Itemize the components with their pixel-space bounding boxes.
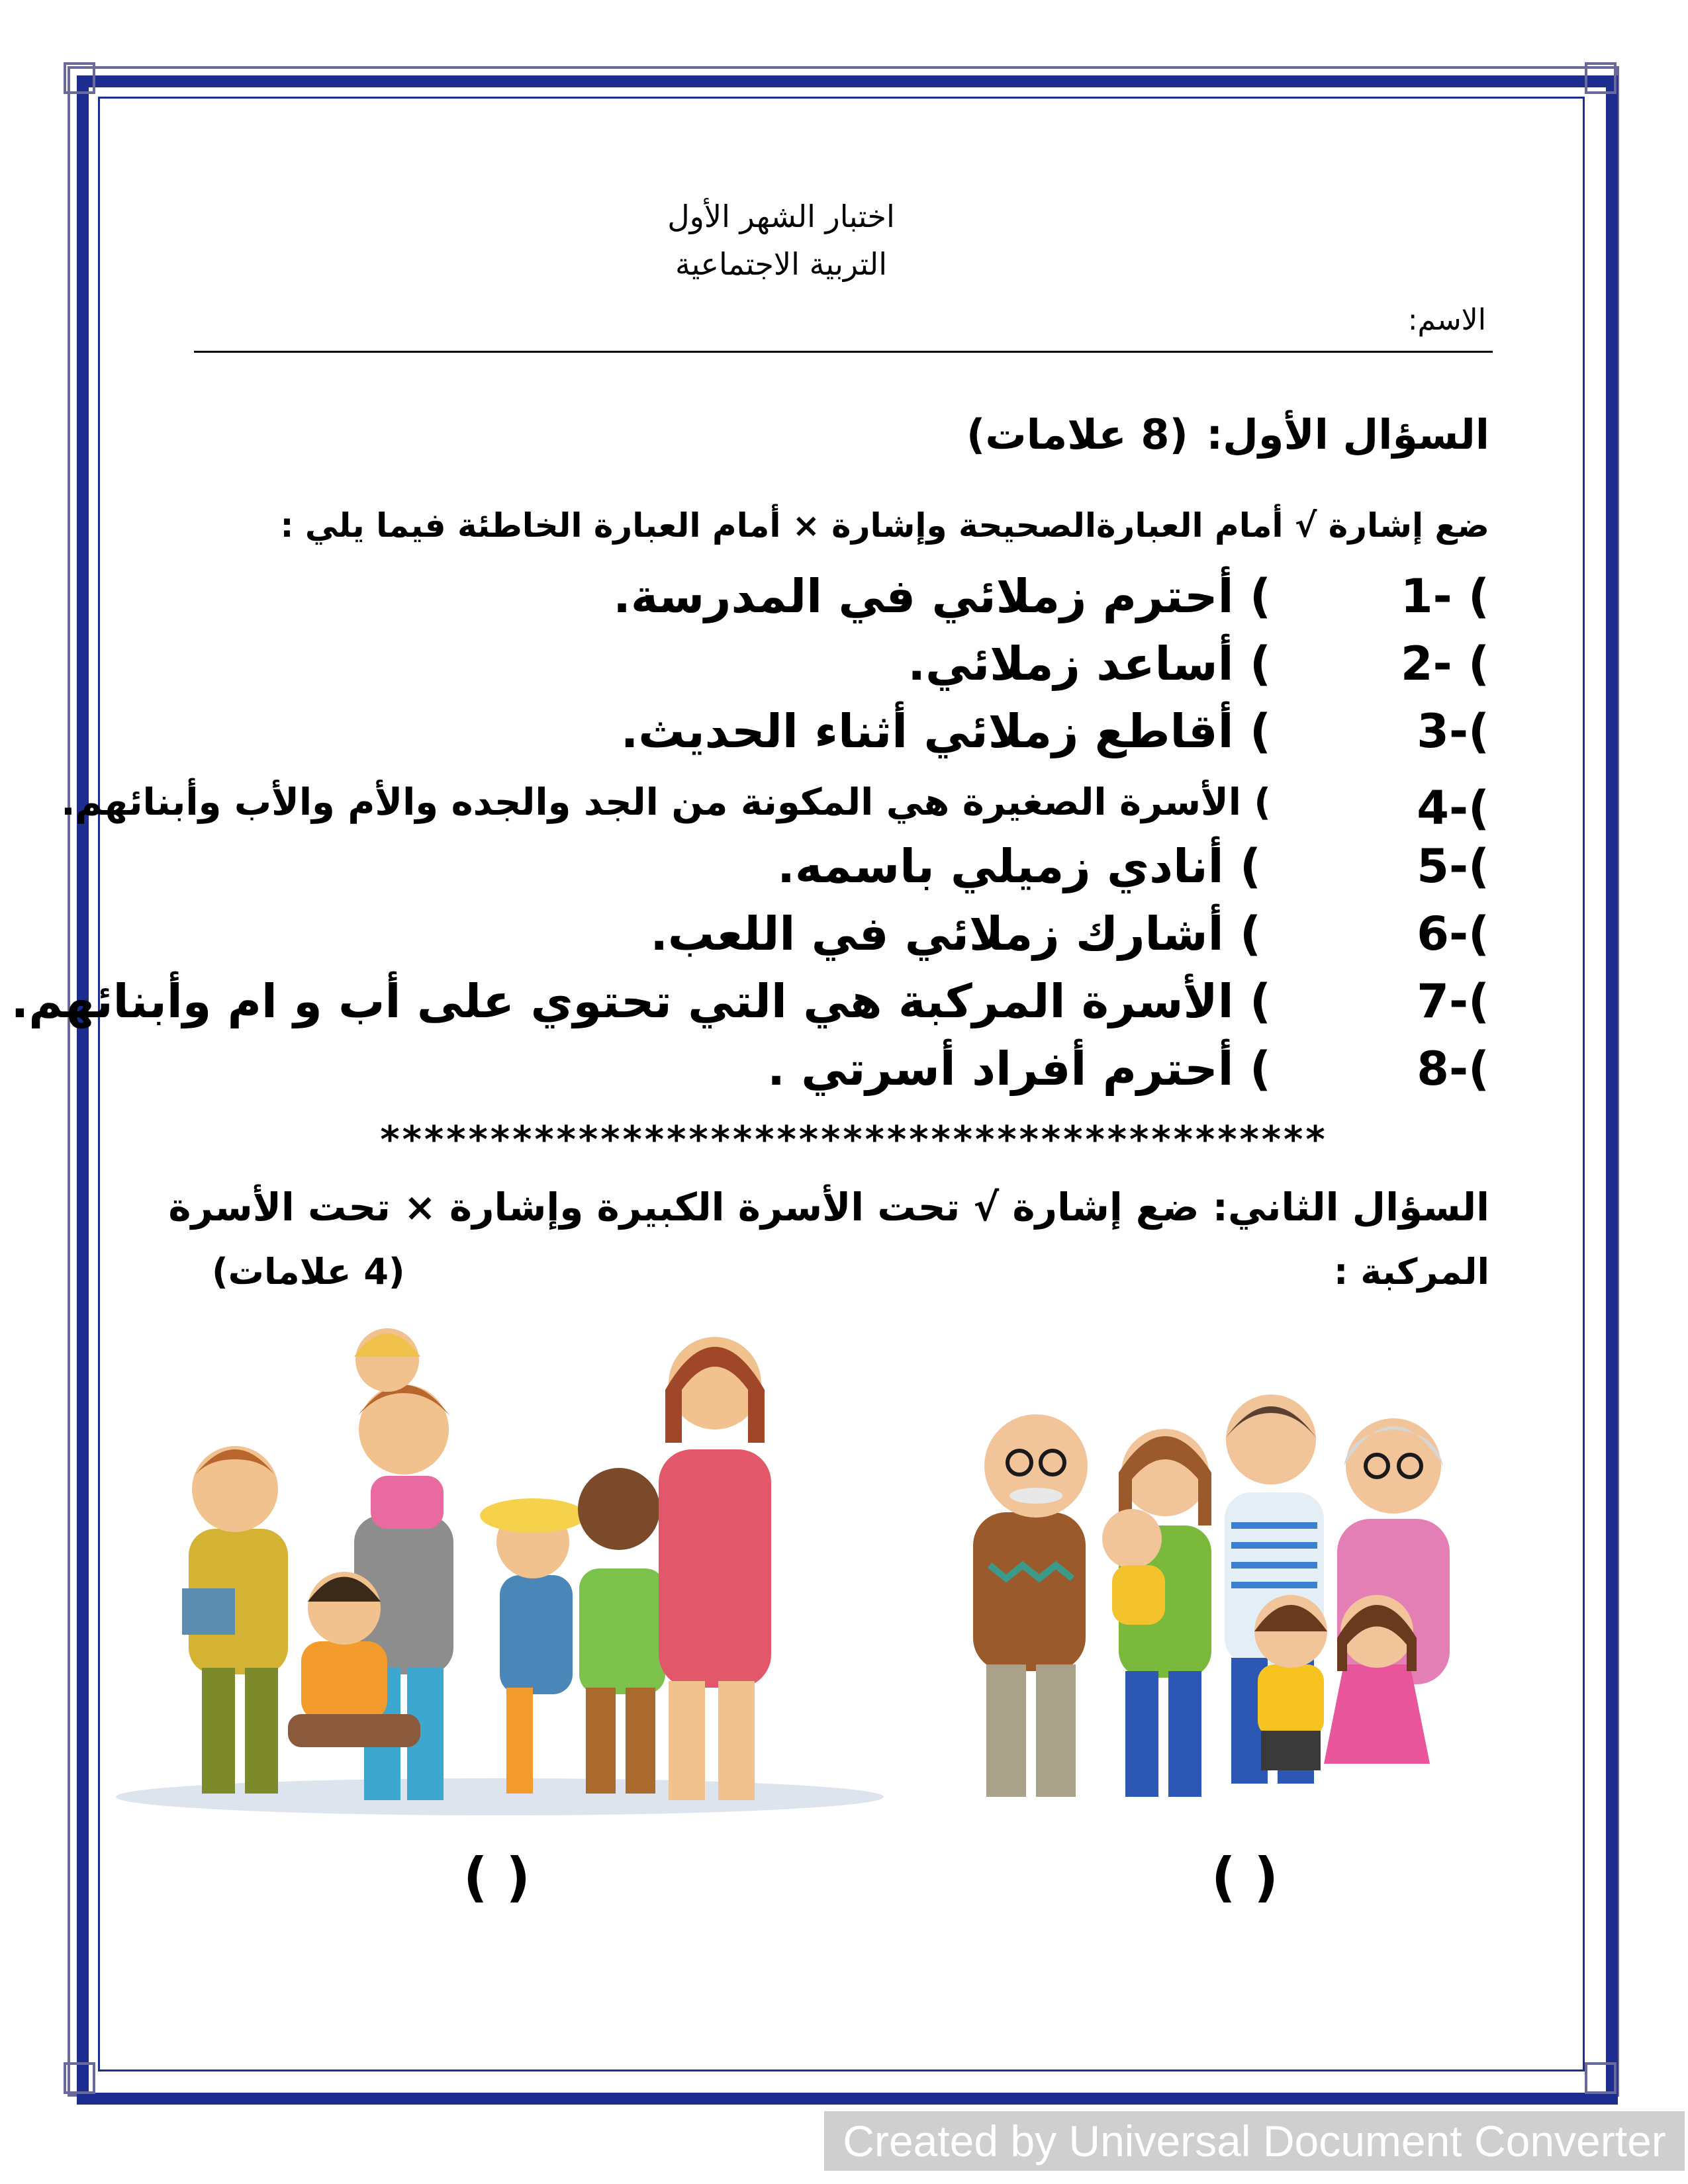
name-label: الاسم: <box>1407 303 1486 337</box>
separator-stars: ******************************************* <box>380 1118 1328 1161</box>
item-number: 5-( <box>1417 839 1489 893</box>
answer-box-right[interactable]: ( ) <box>1211 1846 1278 1908</box>
exam-title: اختبار الشهر الأول <box>667 199 895 234</box>
question2-instruction: السؤال الثاني: ضع إشارة √ تحت الأسرة الكبيرة وإشارة × تحت الأسرة <box>168 1185 1489 1230</box>
item-number: 3-( <box>1417 704 1489 758</box>
frame-corner-ornament <box>1585 62 1617 94</box>
item-number: 2- ( <box>1400 637 1489 691</box>
item-number: 6-( <box>1417 907 1489 961</box>
item-number: 4-( <box>1417 781 1489 835</box>
item-text: ) أساعد زملائي. <box>908 637 1271 691</box>
item-text: ) أنادي زميلي باسمه. <box>777 839 1261 893</box>
item-text: ) الأسرة المركبة هي التي تحتوي على أب و ام وأبنائهم. <box>11 974 1271 1028</box>
item-text: ) أحترم زملائي في المدرسة. <box>613 569 1271 623</box>
name-line[interactable] <box>194 351 1493 353</box>
subject-title: التربية الاجتماعية <box>675 246 887 282</box>
question2-instruction-continued: المركبة : <box>1333 1251 1489 1293</box>
item-number: 8-( <box>1417 1042 1489 1096</box>
family-illustration-right <box>953 1387 1509 1817</box>
question1-title: السؤال الأول: <box>1206 410 1489 459</box>
item-number: 7-( <box>1417 974 1489 1028</box>
question2-marks: (4 علامات) <box>212 1251 405 1293</box>
item-text: ) أحترم أفراد أسرتي . <box>767 1042 1271 1096</box>
item-text: ) الأسرة الصغيرة هي المكونة من الجد والجده والأم والأب وأبنائهم. <box>61 781 1271 824</box>
frame-corner-ornament <box>64 2062 95 2094</box>
family-illustration-left <box>109 1317 890 1820</box>
frame-corner-ornament <box>64 62 95 94</box>
watermark-banner: Created by Universal Document Converter <box>824 2111 1685 2171</box>
question1-marks: (8 علامات) <box>966 410 1188 459</box>
item-text: ) أقاطع زملائي أثناء الحديث. <box>620 704 1271 758</box>
item-number: 1- ( <box>1400 569 1489 623</box>
answer-box-left[interactable]: ( ) <box>463 1846 530 1908</box>
frame-corner-ornament <box>1585 2062 1617 2094</box>
item-text: ) أشارك زملائي في اللعب. <box>650 907 1261 961</box>
question1-instruction: ضع إشارة √ أمام العبارةالصحيحة وإشارة × أمام العبارة الخاطئة فيما يلي : <box>280 506 1489 545</box>
